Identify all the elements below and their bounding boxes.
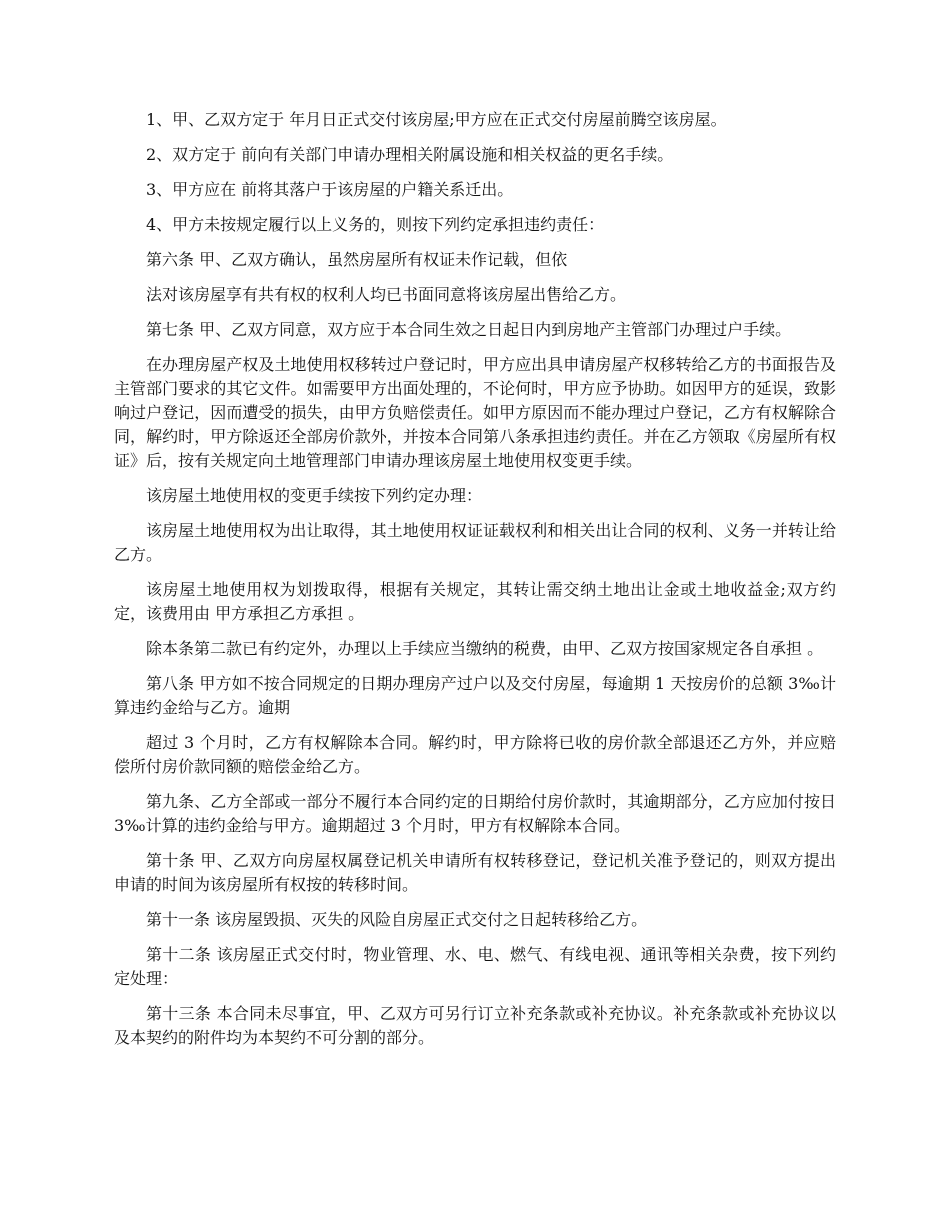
paragraph-article-8-cont: 超过 3 个月时，乙方有权解除本合同。解约时，甲方除将已收的房价款全部退还乙方外，并应赔偿所付房价款同额的赔偿金给乙方。 — [114, 733, 836, 776]
paragraph-3: 3、甲方应在 前将其落户于该房屋的户籍关系迁出。 — [146, 180, 514, 199]
document-body — [114, 108, 836, 1061]
paragraph-article-9: 第九条、乙方全部或一部分不履行本合同约定的日期给付房价款时，其逾期部分，乙方应加付按日 3‰计算的违约金给与甲方。逾期超过 3 个月时，甲方有权解除本合同。 — [114, 792, 836, 835]
paragraph-taxes: 除本条第二款已有约定外，办理以上手续应当缴纳的税费，由甲、乙双方按国家规定各自承担 。 — [146, 639, 824, 658]
paragraph-article-10: 第十条 甲、乙双方向房屋权属登记机关申请所有权转移登记，登记机关准予登记的，则双方提出申请的时间为该房屋所有权按的转移时间。 — [114, 851, 836, 894]
paragraph-article-6: 第六条 甲、乙双方确认，虽然房屋所有权证未作记载，但依 — [146, 250, 568, 269]
paragraph-article-7: 第七条 甲、乙双方同意，双方应于本合同生效之日起日内到房地产主管部门办理过户手续。 — [146, 320, 792, 339]
paragraph-article-13: 第十三条 本合同未尽事宜，甲、乙双方可另行订立补充条款或补充协议。补充条款或补充协议以及本契约的附件均为本契约不可分割的部分。 — [114, 1004, 836, 1047]
paragraph-1: 1、甲、乙双方定于 年月日正式交付该房屋;甲方应在正式交付房屋前腾空该房屋。 — [146, 110, 727, 129]
paragraph-article-6-cont: 法对该房屋享有共有权的权利人均已书面同意将该房屋出售给乙方。 — [146, 285, 627, 304]
paragraph-article-12: 第十二条 该房屋正式交付时，物业管理、水、电、燃气、有线电视、通讯等相关杂费，按下列约定处理： — [114, 945, 836, 988]
paragraph-land-use-allocated: 该房屋土地使用权为划拨取得，根据有关规定，其转让需交纳土地出让金或土地收益金;双方约定，该费用由 甲方承担乙方承担 。 — [114, 580, 836, 623]
paragraph-land-use-transfer: 该房屋土地使用权为出让取得，其土地使用权证证载权利和相关出让合同的权利、义务一并转让给乙方。 — [114, 521, 836, 564]
paragraph-4: 4、甲方未按规定履行以上义务的，则按下列约定承担违约责任： — [146, 215, 605, 234]
paragraph-transfer-registration: 在办理房屋产权及土地使用权移转过户登记时，甲方应出具申请房屋产权移转给乙方的书面报告及主管部门要求的其它文件。如需要甲方出面处理的，不论何时，甲方应予协助。如因甲方的延误，致影响过户登记，因而遭受的损失，由甲方负赔偿责任。如甲方原因而不能办理过户登记，乙方有权解除合同，解约时，甲方除返还全部房价款外，并按本合同第八条承担违约责任。并在乙方领取《房屋所有权证》后，按有关规定向土地管理部门申请办理该房屋土地使用权变更手续。 — [114, 355, 836, 470]
paragraph-2: 2、双方定于 前向有关部门申请办理相关附属设施和相关权益的更名手续。 — [146, 145, 674, 164]
paragraph-article-11: 第十一条 该房屋毁损、灭失的风险自房屋正式交付之日起转移给乙方。 — [146, 910, 648, 929]
paragraph-article-8: 第八条 甲方如不按合同规定的日期办理房产过户以及交付房屋，每逾期 1 天按房价的总额 3‰计算违约金给与乙方。逾期 — [114, 674, 836, 717]
paragraph-land-use-change: 该房屋土地使用权的变更手续按下列约定办理： — [146, 486, 483, 505]
